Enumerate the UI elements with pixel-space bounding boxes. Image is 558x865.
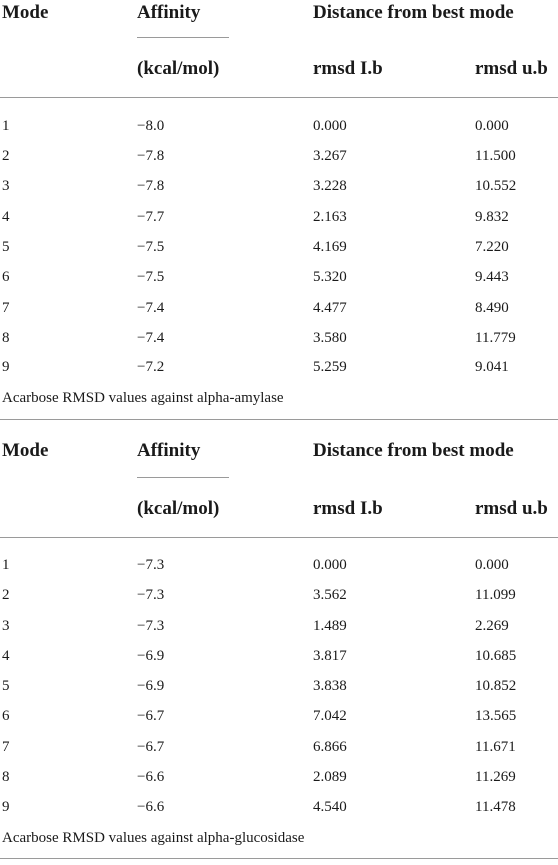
cell-mode: 6 [2,708,10,724]
cell-rmsd-lb: 5.320 [313,269,347,285]
cell-mode: 3 [2,618,10,634]
header-rmsd-ub: rmsd u.b [475,58,548,79]
cell-mode: 5 [2,678,10,694]
cell-mode: 5 [2,239,10,255]
cell-mode: 2 [2,587,10,603]
cell-affinity: −8.0 [137,118,165,134]
header-affinity-unit: (kcal/mol) [137,498,220,519]
cell-rmsd-ub: 11.671 [475,739,516,755]
cell-mode: 6 [2,269,10,285]
cell-rmsd-lb: 2.089 [313,769,347,785]
table-bottom-rule [0,419,558,420]
cell-affinity: −7.5 [137,239,165,255]
header-affinity: Affinity [137,440,201,461]
cell-rmsd-lb: 0.000 [313,118,347,134]
cell-rmsd-ub: 9.041 [475,359,509,375]
cell-rmsd-ub: 11.500 [475,148,516,164]
cell-rmsd-lb: 0.000 [313,557,347,573]
header-distance: Distance from best mode [313,2,514,23]
cell-affinity: −7.2 [137,359,165,375]
table-bottom-rule [0,858,558,859]
table-caption: Acarbose RMSD values against alpha-glucosidase [2,830,305,846]
cell-affinity: −6.6 [137,769,165,785]
cell-mode: 4 [2,209,10,225]
cell-rmsd-ub: 7.220 [475,239,509,255]
cell-rmsd-ub: 9.443 [475,269,509,285]
cell-rmsd-ub: 10.852 [475,678,517,694]
cell-affinity: −6.7 [137,708,165,724]
cell-rmsd-ub: 13.565 [475,708,517,724]
cell-mode: 7 [2,300,10,316]
cell-affinity: −7.3 [137,587,165,603]
cell-mode: 8 [2,769,10,785]
cell-rmsd-ub: 2.269 [475,618,509,634]
cell-affinity: −7.4 [137,330,165,346]
cell-rmsd-lb: 3.838 [313,678,347,694]
cell-rmsd-lb: 4.169 [313,239,347,255]
cell-rmsd-lb: 3.562 [313,587,347,603]
cell-mode: 2 [2,148,10,164]
header-distance: Distance from best mode [313,440,514,461]
cell-rmsd-ub: 8.490 [475,300,509,316]
cell-rmsd-ub: 9.832 [475,209,509,225]
header-rmsd-lb: rmsd I.b [313,498,383,519]
cell-rmsd-ub: 11.269 [475,769,516,785]
cell-rmsd-ub: 0.000 [475,118,509,134]
cell-affinity: −7.8 [137,148,165,164]
cell-mode: 1 [2,557,10,573]
cell-affinity: −6.7 [137,739,165,755]
header-mode: Mode [2,440,49,461]
cell-affinity: −7.3 [137,557,165,573]
header-rmsd-lb: rmsd I.b [313,58,383,79]
cell-affinity: −7.7 [137,209,165,225]
cell-rmsd-lb: 6.866 [313,739,347,755]
cell-rmsd-lb: 3.817 [313,648,347,664]
cell-affinity: −7.4 [137,300,165,316]
cell-affinity: −7.3 [137,618,165,634]
cell-rmsd-ub: 0.000 [475,557,509,573]
cell-rmsd-ub: 11.478 [475,799,516,815]
cell-affinity: −7.5 [137,269,165,285]
cell-mode: 1 [2,118,10,134]
header-rule [0,537,558,538]
cell-rmsd-lb: 2.163 [313,209,347,225]
cell-rmsd-lb: 4.540 [313,799,347,815]
cell-rmsd-lb: 7.042 [313,708,347,724]
cell-mode: 3 [2,178,10,194]
cell-affinity: −6.9 [137,678,165,694]
cell-rmsd-ub: 10.552 [475,178,517,194]
cell-affinity: −7.8 [137,178,165,194]
cell-mode: 9 [2,799,10,815]
header-mode: Mode [2,2,49,23]
table-caption: Acarbose RMSD values against alpha-amylase [2,390,284,406]
cell-rmsd-lb: 1.489 [313,618,347,634]
cell-mode: 4 [2,648,10,664]
cell-rmsd-ub: 11.099 [475,587,516,603]
cell-rmsd-lb: 3.267 [313,148,347,164]
cell-mode: 8 [2,330,10,346]
cell-rmsd-lb: 3.580 [313,330,347,346]
cell-rmsd-lb: 3.228 [313,178,347,194]
header-affinity: Affinity [137,2,201,23]
cell-rmsd-ub: 11.779 [475,330,516,346]
affinity-rule [137,37,229,38]
cell-affinity: −6.9 [137,648,165,664]
affinity-rule [137,477,229,478]
header-affinity-unit: (kcal/mol) [137,58,220,79]
cell-rmsd-lb: 5.259 [313,359,347,375]
cell-rmsd-lb: 4.477 [313,300,347,316]
header-rmsd-ub: rmsd u.b [475,498,548,519]
cell-rmsd-ub: 10.685 [475,648,517,664]
header-rule [0,97,558,98]
cell-affinity: −6.6 [137,799,165,815]
cell-mode: 9 [2,359,10,375]
cell-mode: 7 [2,739,10,755]
